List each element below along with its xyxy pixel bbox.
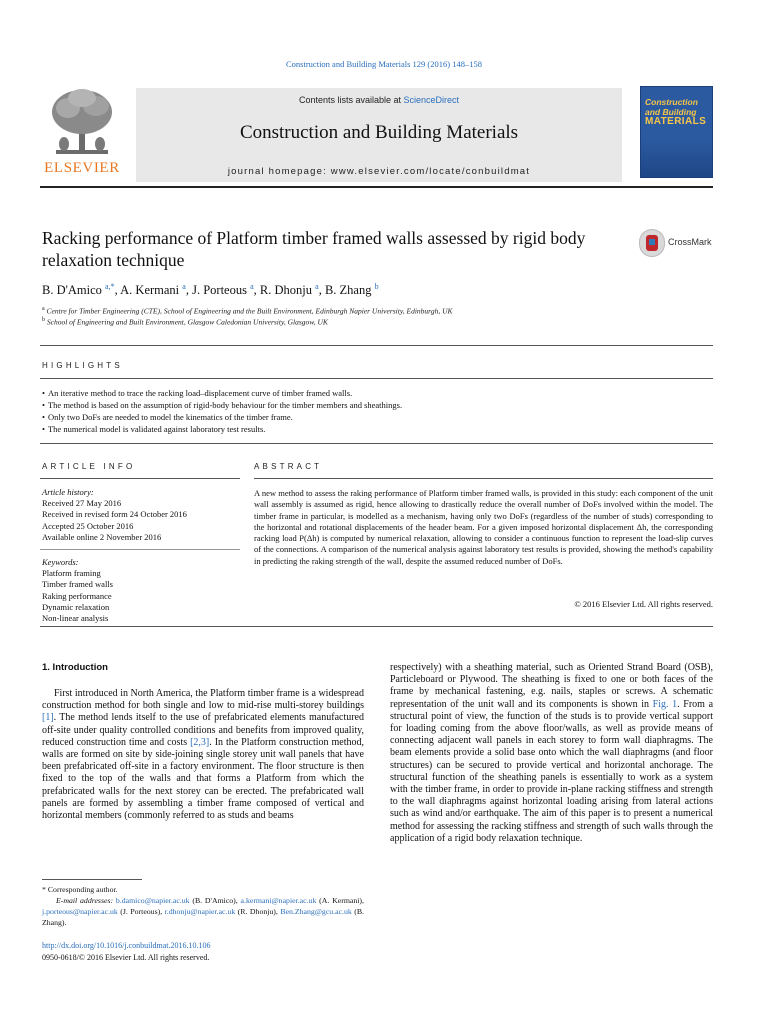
keywords-label: Keywords: [42, 557, 79, 567]
author-name: R. Dhonju [259, 283, 312, 298]
highlight-item: • Only two DoFs are needed to model the kinematics of the timber frame. [42, 411, 712, 423]
contents-prefix: Contents lists available at [298, 95, 404, 105]
paper-title: Racking performance of Platform timber framed walls assessed by rigid body relaxation technique [42, 228, 586, 270]
author-affiliation-mark[interactable]: b [374, 282, 379, 291]
body-text: . From a structural point of view, the function of the studs is to provide vertical support for loading coming from the above floor/walls, as well as provide means of connecting adjacent wall panels in each storey to form wall diaphragms. The beam elements provide a solid base onto which the wall diaphragms (and floor structures) can be secured to provide vertical and horizontal anchorage. The structural function of the sheathing panels is essentially to work as a system with the timber frame, in order to provide in-plane racking stiffness and strength to the wall diaphragms against horizontal loading arising from lateral actions such as wind and/or earthquake. The aim of this paper is to present a numerical method for assessing the racking stiffness and strength of such walls through the application of a rigid body relaxation technique. [390, 698, 714, 844]
journal-reference[interactable]: Construction and Building Materials 129 (2016) 148–158 [286, 59, 482, 69]
section-divider [254, 478, 713, 479]
keywords [42, 557, 242, 624]
article-history [42, 487, 242, 543]
keyword-item: Raking performance [42, 590, 112, 601]
figure-link[interactable]: Fig. 1 [652, 698, 678, 710]
email-label: E-mail addresses: [56, 896, 116, 905]
body-text: First introduced in North America, the Platform timber frame is a widespread construction method for both single and low to mid-rise multi-storey buildings [42, 688, 364, 712]
contents-line [136, 95, 622, 105]
highlights-list [42, 387, 712, 435]
elsevier-wordmark: ELSEVIER [44, 160, 120, 176]
cover-line-1: Construction [645, 97, 698, 107]
section-divider [40, 549, 240, 550]
section-divider [40, 345, 713, 346]
email-link[interactable]: j.porteous@napier.ac.uk [42, 907, 118, 916]
author-affiliation-mark[interactable]: a [250, 282, 254, 291]
email-link[interactable]: a.kermani@napier.ac.uk [240, 896, 317, 905]
author-affiliation-mark[interactable]: a [182, 282, 186, 291]
section-divider [40, 378, 713, 379]
elsevier-logo [40, 86, 124, 182]
highlight-item: • An iterative method to trace the racking load–displacement curve of timber framed walls. [42, 387, 712, 399]
email-owner: (A. Kermani), [316, 896, 364, 905]
keyword-item: Dynamic relaxation [42, 601, 110, 612]
author-list: B. D'Amico $^{a,*}$, A. Kermani $^a$, J. Porteous $^a$, R. Dhonju $^a$, B. Zhang $^b$ [42, 282, 379, 298]
keyword-item: Timber framed walls [42, 579, 113, 590]
email-link[interactable]: Ben.Zhang@gcu.ac.uk [280, 907, 352, 916]
affiliation-text: School of Engineering and Built Environment, Glasgow Caledonian University, Glasgow, UK [46, 317, 328, 327]
email-owner: (R. Dhonju), [235, 907, 281, 916]
highlight-item: • The method is based on the assumption of rigid-body behaviour for the timber members and sheathings. [42, 399, 712, 411]
history-item: Available online 2 November 2016 [42, 531, 162, 542]
crossmark-button[interactable] [639, 229, 719, 259]
affiliation [42, 306, 662, 316]
article-info-heading: ARTICLE INFO [42, 462, 136, 471]
author-name: B. D'Amico [42, 283, 102, 298]
journal-homepage[interactable]: journal homepage: www.elsevier.com/locate/conbuildmat [227, 166, 531, 177]
citation-link[interactable]: [1] [42, 712, 54, 724]
journal-name: Construction and Building Materials [239, 122, 519, 143]
email-addresses [42, 895, 364, 928]
affiliation [42, 317, 662, 327]
cover-stripe [641, 139, 713, 178]
crossmark-label: CrossMark [668, 237, 712, 247]
history-item: Accepted 25 October 2016 [42, 520, 134, 531]
body-text: respectively) with a sheathing material, such as Oriented Strand Board (OSB), Particleboard or Plywood. The sheathing is fixed to one or both faces of the frame by mechanical fastening, e.g. nails, staples or screws. A schematic representation of the unit wall and its components is shown in [390, 662, 713, 710]
email-owner: (B. Zhang). [42, 907, 365, 927]
section-divider [40, 626, 713, 627]
affiliation-mark: b [42, 317, 45, 323]
crossmark-icon [639, 229, 665, 257]
author-name: A. Kermani [120, 283, 180, 298]
history-item: Received 27 May 2016 [42, 498, 122, 509]
highlights-heading: HIGHLIGHTS [42, 361, 123, 370]
journal-cover [640, 86, 713, 178]
abstract-heading: ABSTRACT [254, 462, 323, 471]
email-owner: (B. D'Amico), [189, 896, 241, 905]
body-text: . The method lends itself to the use of prefabricated elements manufactured off-site under quality controlled conditions and benefits from improved quality, reduced construction time and costs [42, 712, 364, 748]
author-name: J. Porteous [192, 283, 247, 298]
body-text: . In the Platform construction method, walls are formed on site by side-joining single storey unit wall panels that have been prefabricated off-site in a factory environment. The floor structure is then fixed to the top of the walls and that forms a Platform from which the prefabricated walls for the next storey can be erected. The prefabricated wall panels are formed by assembling a timber frame composed of vertical and horizontal members (commonly referred to as studs and beams [42, 736, 364, 822]
cover-line-3: MATERIALS [645, 116, 707, 127]
email-link[interactable]: r.dhonju@napier.ac.uk [164, 907, 236, 916]
introduction-right-column [390, 662, 713, 845]
email-link[interactable]: b.damico@napier.ac.uk [115, 896, 190, 905]
citation-link[interactable]: [2,3] [190, 736, 210, 748]
author-affiliation-mark[interactable]: a,* [105, 282, 115, 291]
masthead-rule [40, 186, 713, 188]
article-history-label: Article history: [42, 487, 94, 497]
keyword-item: Non-linear analysis [42, 613, 109, 624]
email-owner: (J. Porteous), [117, 907, 165, 916]
author-affiliation-mark[interactable]: a [315, 282, 319, 291]
history-item: Received in revised form 24 October 2016 [42, 509, 187, 520]
abstract-text: A new method to assess the raking performance of Platform timber framed walls, is provided in this study: each component of the unit wall assembly is assumed as rigid, hence allowing to drastically reduce the overall number of DoFs involved within the model. The timber frame in particular, is modelled as a mechanism, having only two DoFs (regardless of the number of studs) corresponding to the horizontal and rotational displacements of the header beam. For a given imposed horizontal displacement Δh, the corresponding racking load P(Δh) is computed by numerical relaxation, allowing to consider a continuous function to represent the load-slip curves of the connections. A comparison of the numerical analysis against laboratory test results is provided, showing the method's capability in predicting the raking strength of the wall, despite the assumed reduced number of DoFs. [254, 488, 713, 566]
introduction-heading: 1. Introduction [42, 662, 108, 673]
keyword-item: Platform framing [42, 568, 101, 579]
footnote-rule [42, 879, 142, 880]
author-name: B. Zhang [324, 283, 372, 298]
affiliation-mark: a [42, 306, 45, 312]
section-divider [40, 443, 713, 444]
issn-copyright: 0950-0618/© 2016 Elsevier Ltd. All rights reserved. [42, 953, 210, 962]
doi-link[interactable]: http://dx.doi.org/10.1016/j.conbuildmat.2016.10.106 [42, 941, 211, 950]
highlight-item: • The numerical model is validated against laboratory test results. [42, 423, 712, 435]
corresponding-author-note: * Corresponding author. [42, 885, 118, 894]
affiliation-text: Centre for Timber Engineering (CTE), School of Engineering and the Built Environment, Edinburgh Napier University, Edinburgh, UK [46, 306, 453, 316]
section-divider [40, 478, 240, 479]
elsevier-tree-icon [46, 86, 118, 156]
abstract-copyright: © 2016 Elsevier Ltd. All rights reserved. [574, 599, 713, 609]
cover-line-2: and Building [645, 107, 697, 117]
cover-title [645, 97, 711, 127]
sciencedirect-link[interactable]: ScienceDirect [403, 95, 460, 105]
introduction-left-column [42, 688, 364, 822]
